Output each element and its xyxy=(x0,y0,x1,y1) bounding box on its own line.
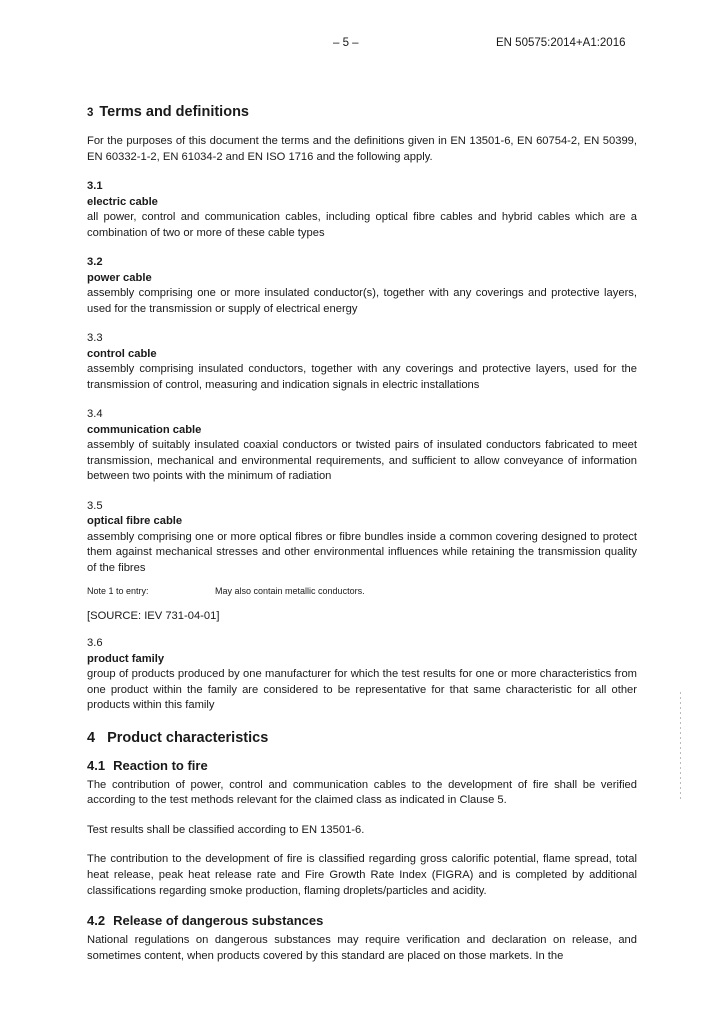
term-definition: group of products produced by one manufacturer for which the test results for one or more characteristics from one product within the family are considered to be representative for that same characteristic for all other products within this family xyxy=(87,668,637,712)
term-definition: assembly comprising one or more insulated conductor(s), together with any coverings and protective layers, used for the transmission or supply of electrical energy xyxy=(87,287,637,315)
section-number: 4 xyxy=(87,729,96,746)
term-number: 3.6 xyxy=(87,637,103,650)
note-label: Note 1 to entry: xyxy=(87,586,149,597)
term-number: 3.2 xyxy=(87,256,103,269)
term-entry xyxy=(87,407,637,485)
document-reference: EN 50575:2014+A1:2016 xyxy=(496,37,626,49)
term-definition: assembly comprising insulated conductors, together with any coverings and protective layers, used for the transmission of control, measuring and indication signals in electric installations xyxy=(87,363,637,391)
paragraph: The contribution to the development of fire is classified regarding gross calorific potential, flame spread, total heat release, peak heat release rate and Fire Growth Rate Index (FIGRA) and is completed by additional classifications regarding smoke production, flaming droplets/particles and acidity. xyxy=(87,853,637,897)
term-definition: assembly of suitably insulated coaxial conductors or twisted pairs of insulated conductors fabricated to meet transmission, mechanical and environmental requirements, and sufficient to allow conveyance of information between two points with the minimum of radiation xyxy=(87,439,637,483)
section-3-heading xyxy=(87,104,637,120)
term-entry xyxy=(87,255,637,317)
term-entry xyxy=(87,331,637,393)
paragraph: The contribution of power, control and communication cables to the development of fire shall be verified according to the test methods relevant for the claimed class as indicated in Clause 5. xyxy=(87,778,637,807)
term-note xyxy=(87,586,637,596)
paragraph: Test results shall be classified according to EN 13501-6. xyxy=(87,823,365,836)
subsection-4-1-heading xyxy=(87,758,637,773)
margin-watermark xyxy=(680,692,681,802)
subsection-number: 4.2 xyxy=(87,913,106,929)
term-name: control cable xyxy=(87,347,157,360)
note-text: May also contain metallic conductors. xyxy=(215,586,365,597)
page-content xyxy=(87,104,637,978)
term-name: power cable xyxy=(87,271,152,284)
paragraph: National regulations on dangerous substances may require verification and declaration on release, and sometimes content, when products covered by this standard are placed on those markets. In the xyxy=(87,934,637,962)
term-definition: all power, control and communication cables, including optical fibre cables and hybrid cables which are a combination of two or more of these cable types xyxy=(87,211,637,239)
section-number: 3 xyxy=(87,107,94,119)
term-number: 3.1 xyxy=(87,180,103,193)
term-name: product family xyxy=(87,652,165,665)
term-number: 3.5 xyxy=(87,499,103,512)
subsection-title: Reaction to fire xyxy=(113,757,208,773)
term-number: 3.3 xyxy=(87,332,103,345)
subsection-title: Release of dangerous substances xyxy=(113,913,324,929)
section-title: Terms and definitions xyxy=(99,104,249,120)
term-entry xyxy=(87,499,637,577)
section-3-intro: For the purposes of this document the terms and the definitions given in EN 13501-6, EN 60754-2, EN 50399, EN 60332-1-2, EN 61034-2 and EN ISO 1716 and the following apply. xyxy=(87,135,637,163)
section-4-heading xyxy=(87,730,637,746)
term-name: optical fibre cable xyxy=(87,515,183,528)
term-entry xyxy=(87,179,637,241)
page-number: – 5 – xyxy=(333,37,359,49)
term-entry xyxy=(87,636,637,714)
term-name: electric cable xyxy=(87,195,158,208)
term-number: 3.4 xyxy=(87,408,103,421)
subsection-4-2-heading xyxy=(87,913,637,928)
term-name: communication cable xyxy=(87,423,202,436)
term-source: [SOURCE: IEV 731-04-01] xyxy=(87,610,220,623)
term-definition: assembly comprising one or more optical fibres or fibre bundles inside a common covering designed to protect them against mechanical stresses and other environmental influences while retaining the transmission quality of the fibres xyxy=(87,530,637,574)
section-title: Product characteristics xyxy=(107,729,269,746)
subsection-number: 4.1 xyxy=(87,757,106,773)
